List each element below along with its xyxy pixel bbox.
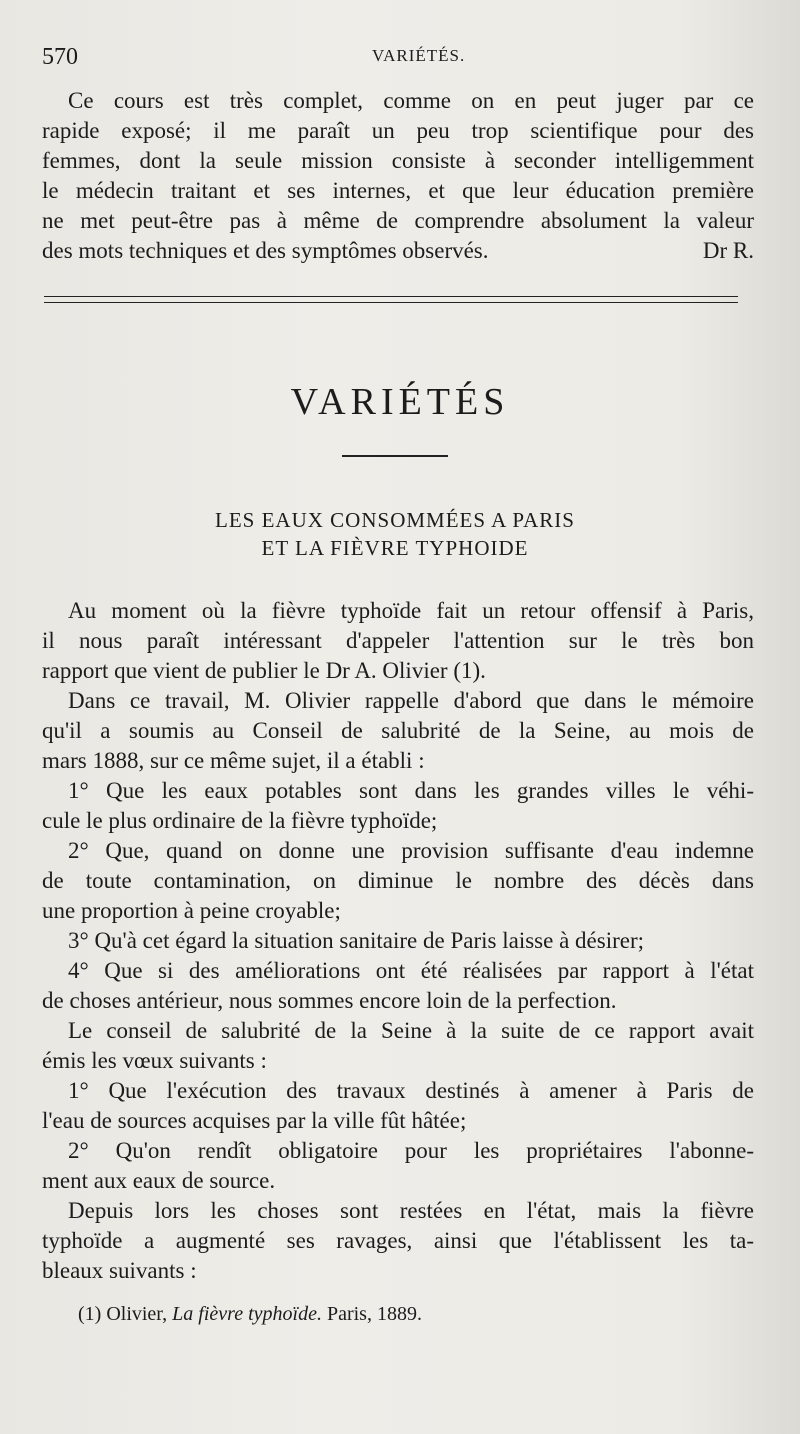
list-item: [42, 1136, 754, 1196]
text-line: une proportion à peine croyable;: [42, 898, 341, 923]
list-item: [42, 1076, 754, 1136]
text-line: ment aux eaux de source.: [42, 1168, 276, 1193]
text-line: Le conseil de salubrité de la Seine à la suite de ce rapport avait: [68, 1018, 754, 1043]
text-line: Depuis lors les choses sont restées en l'état, mais la fièvre: [68, 1198, 754, 1223]
text-line: cule le plus ordinaire de la fièvre typhoïde;: [42, 808, 438, 833]
text-line: ne met peut-être pas à même de comprendre absolument la valeur: [42, 208, 754, 233]
section-divider-bottom: [44, 302, 738, 303]
list-item: [42, 956, 754, 1016]
text-line: 1° Que l'exécution des travaux destinés à amener à Paris de: [68, 1078, 754, 1103]
paragraph: [42, 1196, 754, 1286]
text-line: qu'il a soumis au Conseil de salubrité de la Seine, au mois de: [42, 718, 754, 743]
article-title-line-1: LES EAUX CONSOMMÉES A PARIS: [215, 508, 575, 532]
list-item: [42, 776, 754, 836]
page-header: [42, 44, 752, 74]
text-line: émis les vœux suivants :: [42, 1048, 267, 1073]
text-line: il nous paraît intéressant d'appeler l'attention sur le très bon: [42, 628, 754, 653]
text-line: mars 1888, sur ce même sujet, il a établi :: [42, 748, 425, 773]
title-underline: [342, 455, 448, 457]
intro-paragraph: [42, 86, 754, 266]
article-body: [42, 596, 754, 1286]
article-title-line-2: ET LA FIÈVRE TYPHOIDE: [261, 536, 529, 560]
list-item: [42, 926, 754, 956]
text-line: rapide exposé; il me paraît un peu trop scientifique pour des: [42, 118, 754, 143]
text-line: 4° Que si des améliorations ont été réalisées par rapport à l'état: [68, 958, 754, 983]
text-line: [42, 236, 754, 266]
list-item: [42, 836, 754, 926]
text-line: 2° Qu'on rendît obligatoire pour les propriétaires l'abonne-: [68, 1138, 754, 1163]
section-divider-top: [44, 296, 738, 297]
text-line: de choses antérieur, nous sommes encore loin de la perfection.: [42, 988, 617, 1013]
page-number: 570: [42, 44, 78, 70]
text-line: Au moment où la fièvre typhoïde fait un retour offensif à Paris,: [68, 598, 754, 623]
text-line: le médecin traitant et ses internes, et que leur éducation première: [42, 178, 754, 203]
text-line: bleaux suivants :: [42, 1258, 197, 1283]
footnote-publication: Paris, 1889.: [326, 1303, 422, 1325]
text-line: de toute contamination, on diminue le nombre des décès dans: [42, 868, 754, 893]
paragraph: [42, 596, 754, 686]
text-line: rapport que vient de publier le Dr A. Olivier (1).: [42, 658, 486, 683]
text-line: typhoïde a augmenté ses ravages, ainsi que l'établissent les ta-: [42, 1228, 754, 1253]
text-line: 1° Que les eaux potables sont dans les grandes villes le véhi-: [68, 778, 754, 803]
paragraph: [42, 1016, 754, 1076]
signature: Dr R.: [702, 238, 754, 263]
text-line: 3° Qu'à cet égard la situation sanitaire de Paris laisse à désirer;: [68, 928, 644, 953]
text-line-content: des mots techniques et des symptômes observés.: [42, 238, 489, 263]
footnote-author: (1) Olivier,: [78, 1303, 168, 1325]
section-title: VARIÉTÉS: [290, 381, 510, 423]
text-line: 2° Que, quand on donne une provision suffisante d'eau indemne: [68, 838, 754, 863]
text-line: Ce cours est très complet, comme on en peut juger par ce: [68, 88, 754, 113]
footnote: [78, 1303, 422, 1326]
footnote-title: La fièvre typhoïde.: [172, 1303, 322, 1325]
text-line: femmes, dont la seule mission consiste à seconder intelligemment: [42, 148, 754, 173]
text-line: l'eau de sources acquises par la ville fût hâtée;: [42, 1108, 467, 1133]
text-line: Dans ce travail, M. Olivier rappelle d'abord que dans le mémoire: [68, 688, 754, 713]
running-head: VARIÉTÉS.: [372, 46, 466, 65]
paragraph: [42, 686, 754, 776]
